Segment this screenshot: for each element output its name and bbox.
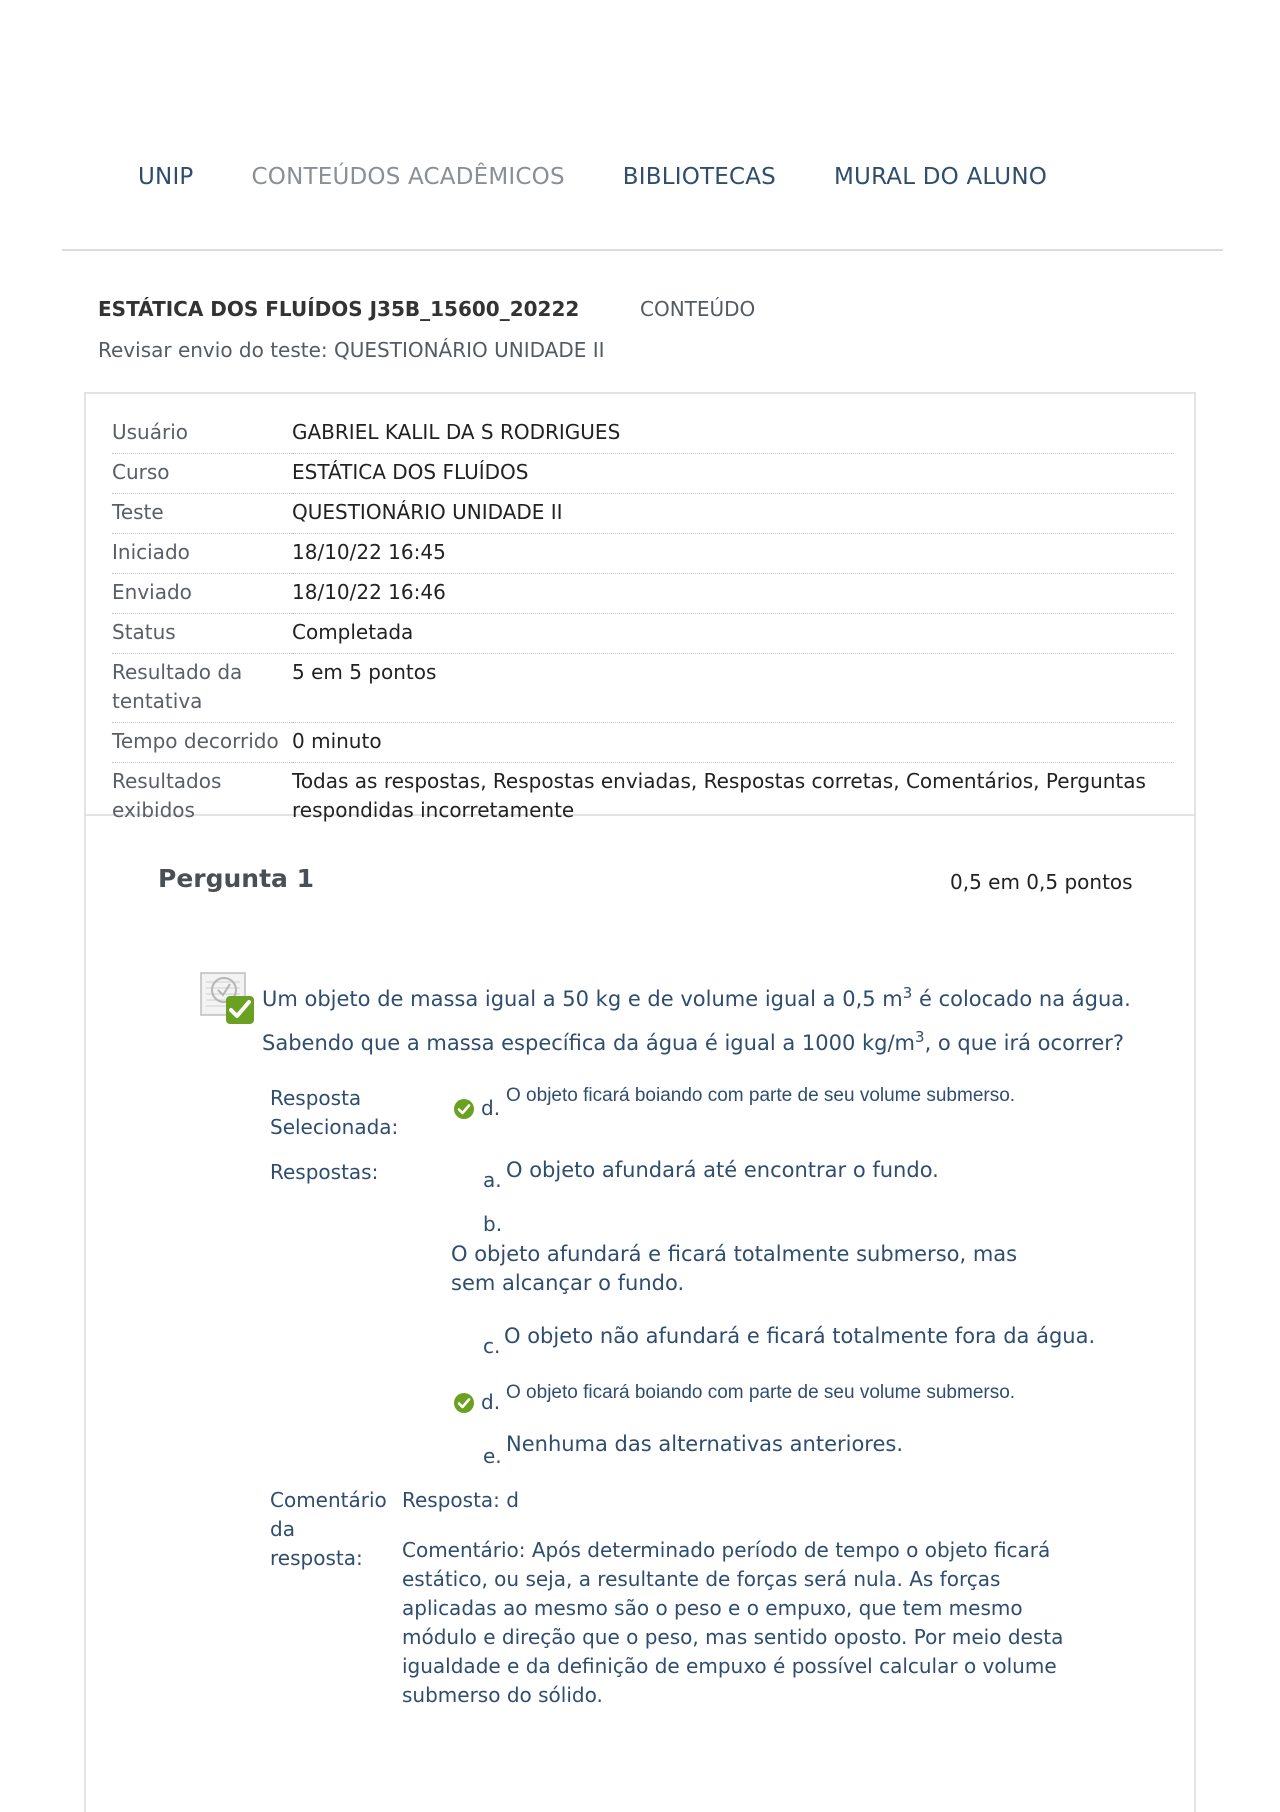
summary-label: Teste <box>112 494 292 534</box>
summary-label: Tempo decorrido <box>112 723 292 763</box>
option-text-a: O objeto afundará até encontrar o fundo. <box>506 1158 939 1182</box>
selected-answer-label: Resposta Selecionada: <box>270 1086 399 1139</box>
nav-item-bibliotecas[interactable]: BIBLIOTECAS <box>622 164 776 190</box>
summary-value: 18/10/22 16:45 <box>292 534 1174 574</box>
summary-label: Curso <box>112 454 292 494</box>
comment-text: Comentário: Após determinado período de tempo o objeto ficará estático, ou seja, a resultante de forças será nula. As forças aplicadas ao mesmo são o peso e o empuxo, que tem mesmo módulo e direção que o peso, mas sentido oposto. Por meio desta igualdade e da definição de empuxo é possível calcular o volume submerso do sólido. <box>402 1538 1064 1707</box>
option-letter-d: d. <box>481 1390 501 1414</box>
option-letter-a: a. <box>483 1168 502 1192</box>
summary-row-status <box>112 614 1174 654</box>
nav-item-unip[interactable]: UNIP <box>138 164 194 190</box>
question-status-correct-icon <box>198 968 256 1026</box>
selected-answer-letter: d. <box>481 1096 501 1120</box>
top-navigation <box>138 164 1047 190</box>
option-text-b: O objeto afundará e ficará totalmente submerso, mas sem alcançar o fundo. <box>451 1242 1018 1295</box>
option-text-c: O objeto não afundará e ficará totalmente fora da água. <box>504 1324 1096 1348</box>
summary-value: GABRIEL KALIL DA S RODRIGUES <box>292 414 1174 454</box>
summary-label: Resultados exibidos <box>112 769 222 822</box>
summary-label: Usuário <box>112 414 292 454</box>
summary-value: QUESTIONÁRIO UNIDADE II <box>292 494 1174 534</box>
summary-row-enviado <box>112 574 1174 614</box>
summary-label: Status <box>112 614 292 654</box>
question-points: 0,5 em 0,5 pontos <box>950 870 1133 894</box>
question-text-line-1 <box>262 974 1162 1018</box>
summary-label: Resultado da tentativa <box>112 654 292 723</box>
question-text-segment: Sabendo que a massa específica da água é igual a 1000 kg/m <box>262 1031 916 1055</box>
summary-label: Enviado <box>112 574 292 614</box>
question-title: Pergunta 1 <box>158 864 315 893</box>
selected-answer-text: O objeto ficará boiando com parte de seu volume submerso. <box>506 1085 1016 1106</box>
option-text-d: O objeto ficará boiando com parte de seu volume submerso. <box>506 1382 1016 1403</box>
summary-row-usuario <box>112 414 1174 454</box>
option-letter-b: b. <box>483 1212 503 1236</box>
superscript: 3 <box>902 984 913 1002</box>
summary-value: Todas as respostas, Respostas enviadas, Respostas corretas, Comentários, Perguntas respondidas incorretamente <box>292 769 1146 822</box>
summary-value: Completada <box>292 614 1174 654</box>
summary-row-resultado <box>112 654 1174 723</box>
question-text-segment: Um objeto de massa igual a 50 kg e de volume igual a 0,5 m <box>262 987 903 1011</box>
check-circle-icon <box>453 1392 475 1414</box>
summary-value: 5 em 5 pontos <box>292 654 1174 723</box>
summary-row-teste <box>112 494 1174 534</box>
content-link[interactable]: CONTEÚDO <box>640 297 756 321</box>
nav-item-mural-do-aluno[interactable]: MURAL DO ALUNO <box>833 164 1048 190</box>
option-letter-e: e. <box>483 1444 502 1468</box>
nav-divider <box>62 249 1223 251</box>
attempt-summary-box <box>84 392 1196 822</box>
summary-row-curso <box>112 454 1174 494</box>
attempt-summary-table <box>112 414 1174 831</box>
summary-value: ESTÁTICA DOS FLUÍDOS <box>292 454 1174 494</box>
summary-label: Iniciado <box>112 534 292 574</box>
option-text-e: Nenhuma das alternativas anteriores. <box>506 1432 904 1456</box>
summary-value: 18/10/22 16:46 <box>292 574 1174 614</box>
check-circle-icon <box>453 1098 475 1120</box>
course-title: ESTÁTICA DOS FLUÍDOS J35B_15600_20222 <box>98 297 580 321</box>
question-text-segment: é colocado na água. <box>912 987 1131 1011</box>
option-letter-c: c. <box>483 1334 501 1358</box>
summary-row-tempo <box>112 723 1174 763</box>
superscript: 3 <box>915 1028 925 1046</box>
comment-answer: Resposta: d <box>402 1488 519 1512</box>
summary-value: 0 minuto <box>292 723 1174 763</box>
page-title: Revisar envio do teste: QUESTIONÁRIO UNIDADE II <box>98 338 605 362</box>
comment-label: Comentário da resposta: <box>270 1488 387 1570</box>
nav-item-conteudos-academicos[interactable]: CONTEÚDOS ACADÊMICOS <box>251 164 565 190</box>
answers-label: Respostas: <box>270 1160 379 1184</box>
summary-row-iniciado <box>112 534 1174 574</box>
question-text-line-2 <box>262 1018 1162 1062</box>
question-text-segment: , o que irá ocorrer? <box>924 1031 1125 1055</box>
question-text <box>262 974 1162 1062</box>
